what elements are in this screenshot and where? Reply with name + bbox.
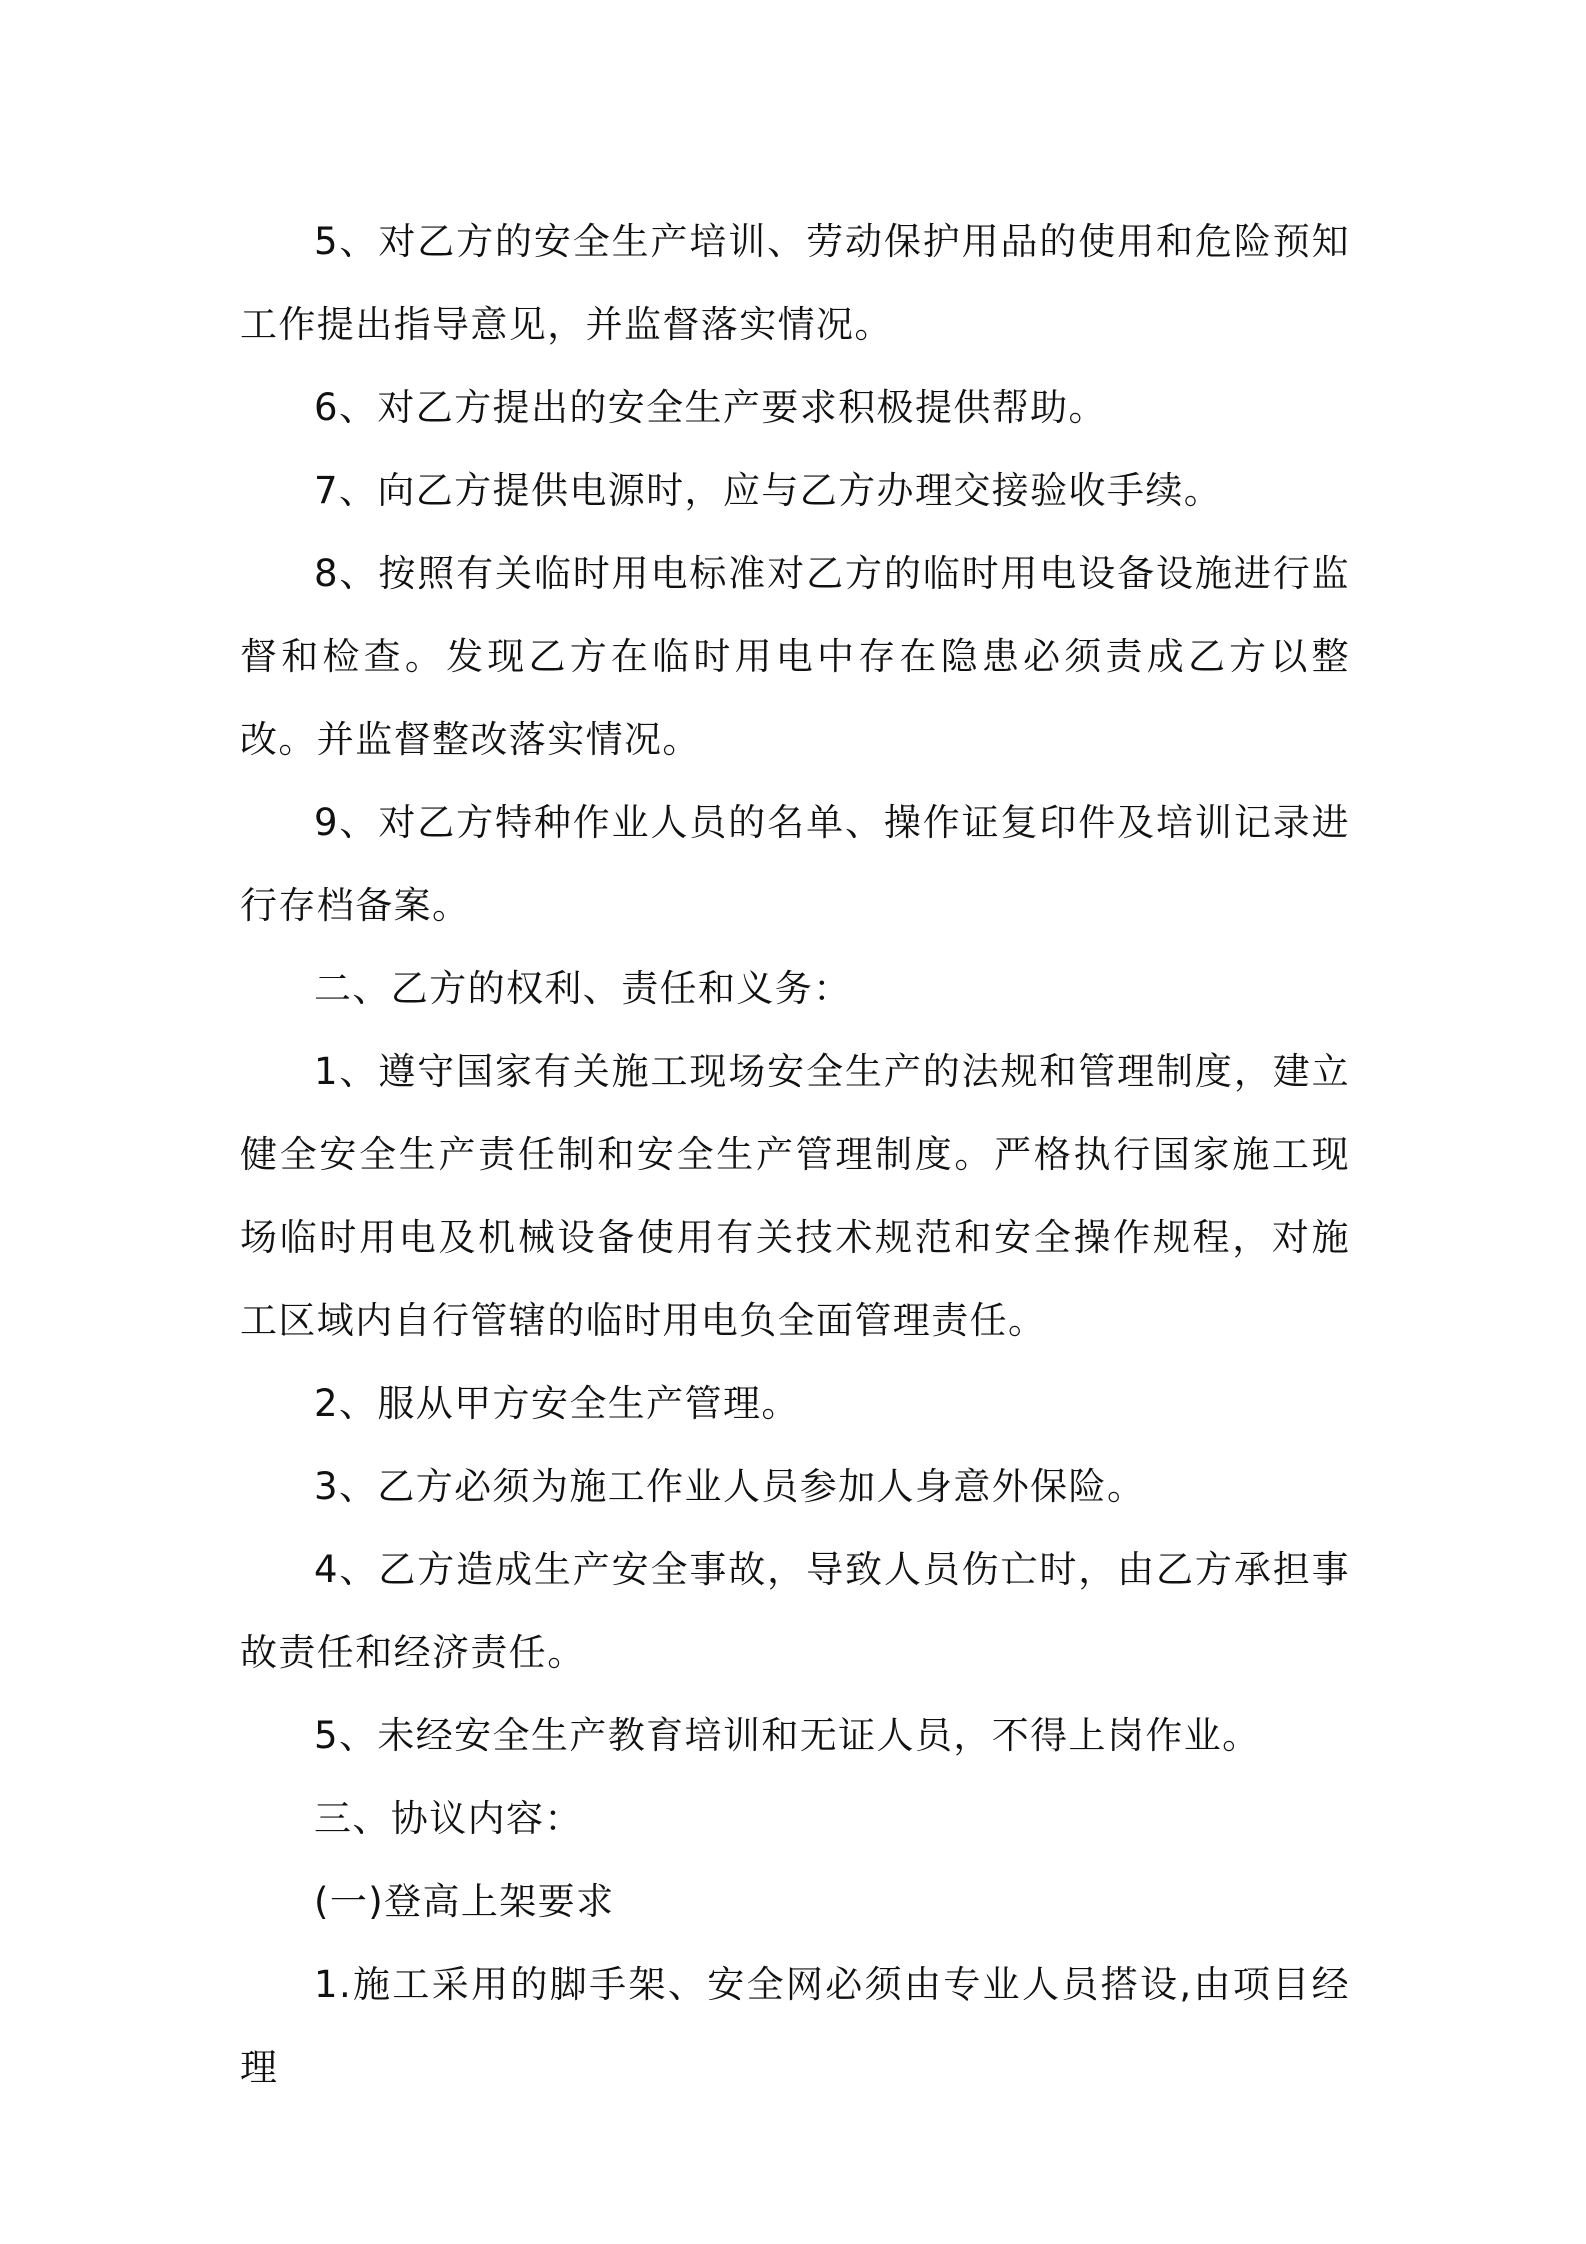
paragraph-7: 1、遵守国家有关施工现场安全生产的法规和管理制度，建立健全安全生产责任制和安全生产管理制度。严格执行国家施工现场临时用电及机械设备使用有关技术规范和安全操作规程，对施工区域内自行管辖的临时用电负全面管理责任。 [240,1050,1350,1342]
paragraph-1: 5、对乙方的安全生产培训、劳动保护用品的使用和危险预知工作提出指导意见，并监督落实情况。 [240,220,1350,346]
document-body [240,200,1350,2109]
paragraph-14: 1.施工采用的脚手架、安全网必须由专业人员搭设,由项目经理 [240,1963,1350,2089]
paragraph-11: 5、未经安全生产教育培训和无证人员，不得上岗作业。 [314,1714,1261,1757]
paragraph-10: 4、乙方造成生产安全事故，导致人员伤亡时，由乙方承担事故责任和经济责任。 [240,1548,1350,1674]
paragraph-3: 7、向乙方提供电源时，应与乙方办理交接验收手续。 [314,469,1223,512]
paragraph-4: 8、按照有关临时用电标准对乙方的临时用电设备设施进行监督和检查。发现乙方在临时用电中存在隐患必须责成乙方以整改。并监督整改落实情况。 [240,552,1350,761]
paragraph-9: 3、乙方必须为施工作业人员参加人身意外保险。 [314,1465,1146,1508]
subsection-heading-climbing: (一)登高上架要求 [314,1880,615,1923]
section-heading-agreement: 三、协议内容： [314,1797,583,1840]
paragraph-5: 9、对乙方特种作业人员的名单、操作证复印件及培训记录进行存档备案。 [240,801,1350,927]
paragraph-8: 2、服从甲方安全生产管理。 [314,1382,800,1425]
section-heading-party-b: 二、乙方的权利、责任和义务： [314,967,852,1010]
paragraph-2: 6、对乙方提出的安全生产要求积极提供帮助。 [314,386,1107,429]
